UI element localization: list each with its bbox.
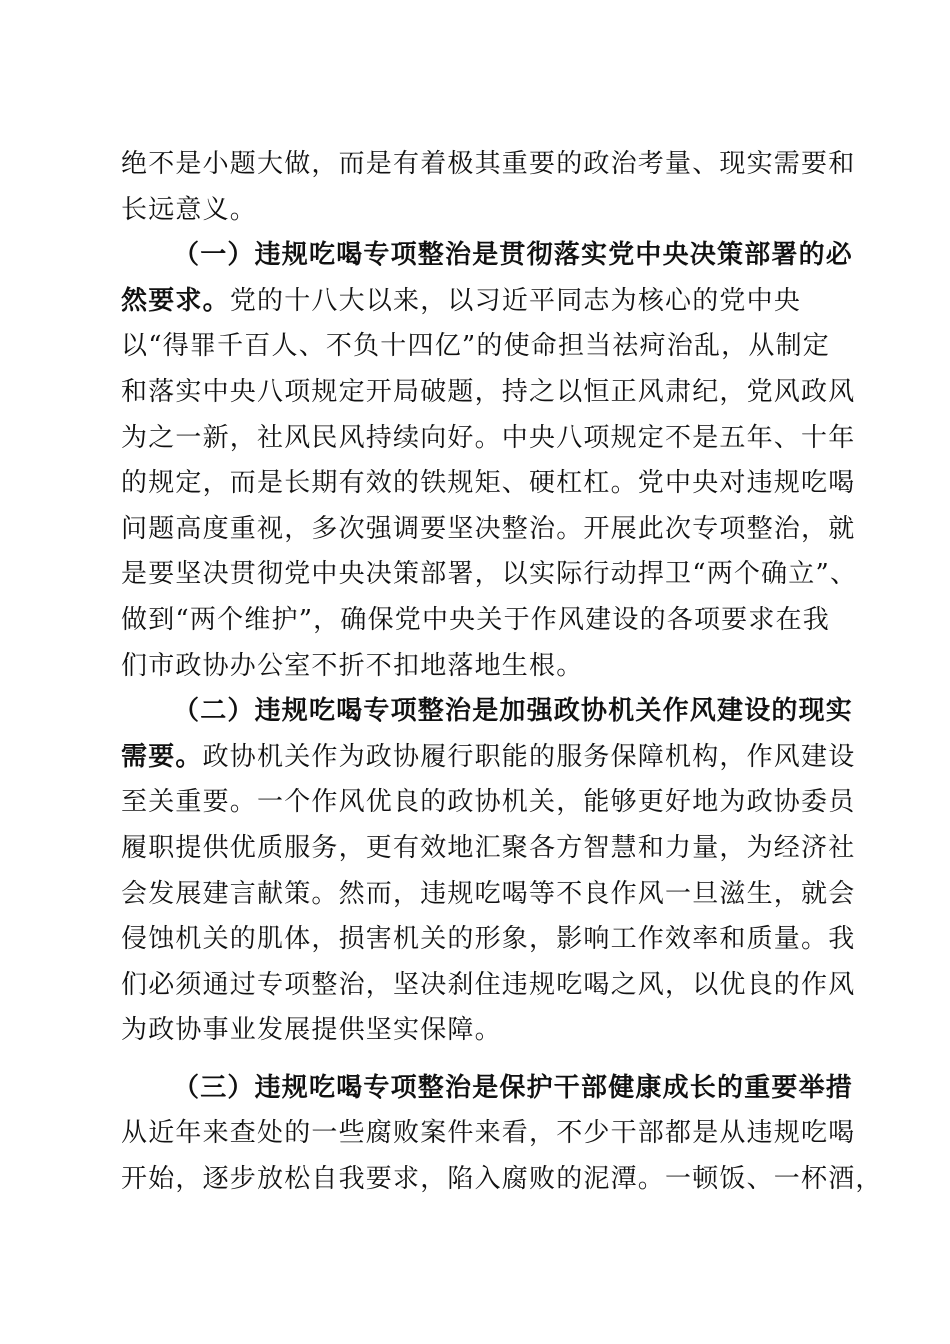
section-heading-end: 需要。	[121, 741, 203, 772]
paragraph-line: 和落实中央八项规定开局破题，持之以恒正风肃纪，党风政风	[121, 376, 856, 407]
paragraph-line: 长远意义。	[121, 194, 258, 225]
paragraph-text: 政协机关作为政协履行职能的服务保障机构，作风建设	[202, 741, 856, 772]
paragraph-line: 从近年来查处的一些腐败案件来看，不少干部都是从违规吃喝	[121, 1118, 856, 1149]
paragraph-line: 们必须通过专项整治，坚决刹住违规吃喝之风，以优良的作风	[121, 969, 856, 1000]
paragraph-line: 为之一新，社风民风持续向好。中央八项规定不是五年、十年	[121, 422, 856, 453]
section-heading: （一）违规吃喝专项整治是贯彻落实党中央决策部署的必	[173, 240, 854, 271]
section-heading: （三）违规吃喝专项整治是保护干部健康成长的重要举措	[173, 1072, 854, 1103]
paragraph-line: 至关重要。一个作风优良的政协机关，能够更好地为政协委员	[121, 787, 856, 818]
paragraph-line: 们市政协办公室不折不扣地落地生根。	[121, 650, 584, 681]
paragraph-line: 是要坚决贯彻党中央决策部署，以实际行动捍卫“两个确立”、	[121, 559, 858, 590]
section-heading-end: 然要求。	[121, 285, 230, 316]
paragraph-line: 侵蚀机关的肌体，损害机关的形象，影响工作效率和质量。我	[121, 924, 856, 955]
paragraph-line: 以“得罪千百人、不负十四亿”的使命担当祛疴治乱，从制定	[121, 331, 830, 362]
document-body	[121, 142, 883, 1203]
paragraph-line: 问题高度重视，多次强调要坚决整治。开展此次专项整治，就	[121, 513, 856, 544]
paragraph-line: 的规定，而是长期有效的铁规矩、硬杠杠。党中央对违规吃喝	[121, 468, 856, 499]
paragraph-line: 为政协事业发展提供坚实保障。	[121, 1015, 502, 1046]
section-heading: （二）违规吃喝专项整治是加强政协机关作风建设的现实	[173, 696, 854, 727]
paragraph-spacer	[121, 1054, 841, 1066]
paragraph-text: 党的十八大以来，以习近平同志为核心的党中央	[229, 285, 802, 316]
paragraph-line: 绝不是小题大做，而是有着极其重要的政治考量、现实需要和	[121, 149, 856, 179]
paragraph-line: 开始，逐步放松自我要求，陷入腐败的泥潭。一顿饭、一杯酒，	[121, 1164, 883, 1195]
paragraph-line	[121, 735, 856, 781]
paragraph-line: 做到“两个维护”，确保党中央关于作风建设的各项要求在我	[121, 604, 830, 635]
paragraph-line: 履职提供优质服务，更有效地汇聚各方智慧和力量，为经济社	[121, 832, 856, 863]
paragraph-line: 会发展建言献策。然而，违规吃喝等不良作风一旦滋生，就会	[121, 878, 856, 909]
paragraph-line	[121, 279, 841, 325]
